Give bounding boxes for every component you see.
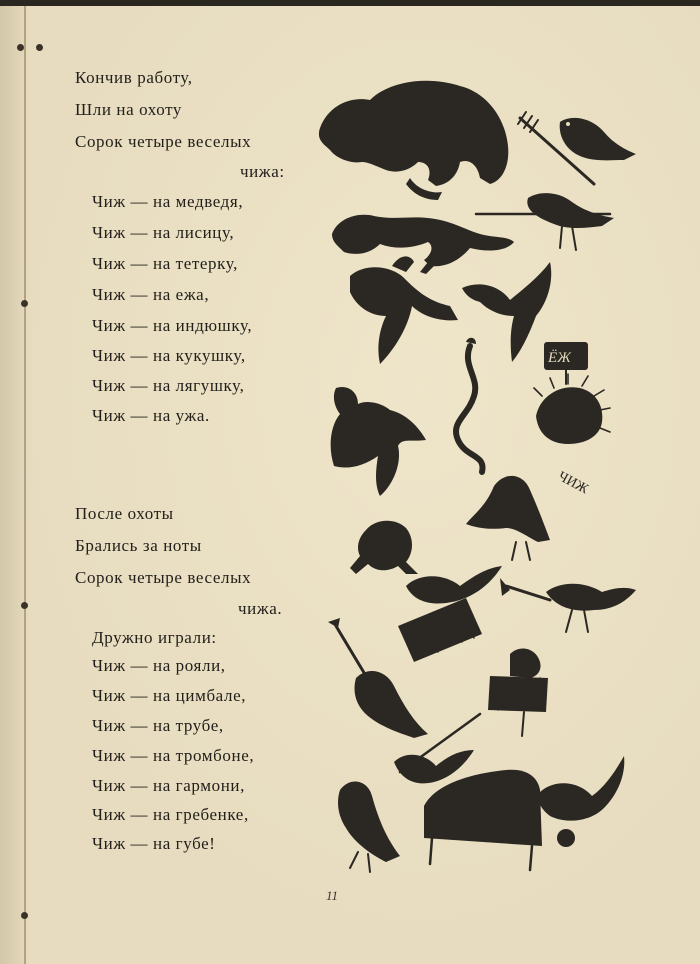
snake-illustration — [456, 338, 483, 472]
verse-line: Сорок четыре веселых — [75, 132, 252, 151]
sparrow-illustration — [466, 476, 550, 560]
verse-line: Чиж — на рояли, — [92, 656, 226, 675]
verse-line: Чиж — на лисицу, — [92, 223, 235, 242]
verse-line: Чиж — на губе! — [92, 834, 216, 853]
fox-illustration — [332, 215, 514, 274]
verse-line: Дружно играли: — [92, 628, 217, 647]
bird-with-rake-illustration — [518, 112, 636, 184]
page-fold — [24, 6, 26, 964]
verse-line: Чиж — на лягушку, — [92, 376, 245, 395]
verse-line: Чиж — на гребенке, — [92, 805, 249, 824]
binding-hole — [21, 912, 28, 919]
verse-line: После охоты — [75, 504, 174, 523]
page-number: 11 — [326, 888, 339, 903]
verse-line: Чиж — на ужа. — [92, 406, 210, 425]
chizh-tag-illustration — [555, 469, 590, 497]
harmonica-bird-illustration — [539, 756, 625, 847]
piano-illustration — [424, 770, 542, 870]
binding-hole — [17, 44, 24, 51]
verse-line: Чиж — на гармони, — [92, 776, 245, 795]
verse-line: Чиж — на кукушку, — [92, 346, 246, 365]
binding-hole — [36, 44, 43, 51]
illustration-column — [310, 66, 650, 896]
verse-line: Чиж — на тетерку, — [92, 254, 239, 273]
turkey-illustration — [331, 387, 426, 496]
cuckoo-illustration — [462, 262, 551, 362]
verse-line: Чиж — на тромбоне, — [92, 746, 255, 765]
horn-bird-illustration — [500, 578, 636, 632]
xylophone-bird-illustration — [398, 566, 502, 662]
chizh-tag-text: ЧИЖ — [555, 469, 591, 498]
verse-line: Шли на охоту — [75, 100, 182, 119]
verse-line: чижа. — [238, 599, 283, 618]
book-page — [0, 6, 700, 964]
verse-line: чижа: — [240, 162, 285, 181]
verse-line: Чиж — на индюшку, — [92, 316, 253, 335]
verse-line: Чиж — на трубе, — [92, 716, 224, 735]
hedgehog-sign-text: ЁЖ — [548, 350, 571, 366]
accordion-bird-illustration — [488, 648, 548, 736]
verse-line: Сорок четыре веселых — [75, 568, 252, 587]
binding-hole — [21, 602, 28, 609]
verse-line: Чиж — на ежа, — [92, 285, 210, 304]
frog-illustration — [350, 521, 418, 574]
binding-hole — [21, 300, 28, 307]
hedgehog-illustration — [534, 374, 610, 444]
verse-line: Брались за ноты — [75, 536, 202, 555]
verse-line: Чиж — на медведя, — [92, 192, 244, 211]
grouse-illustration — [350, 256, 458, 364]
verse-line: Кончив работу, — [75, 68, 193, 87]
bear-illustration — [319, 81, 508, 200]
comb-bird-illustration — [338, 781, 400, 872]
verse-line: Чиж — на цимбале, — [92, 686, 247, 705]
